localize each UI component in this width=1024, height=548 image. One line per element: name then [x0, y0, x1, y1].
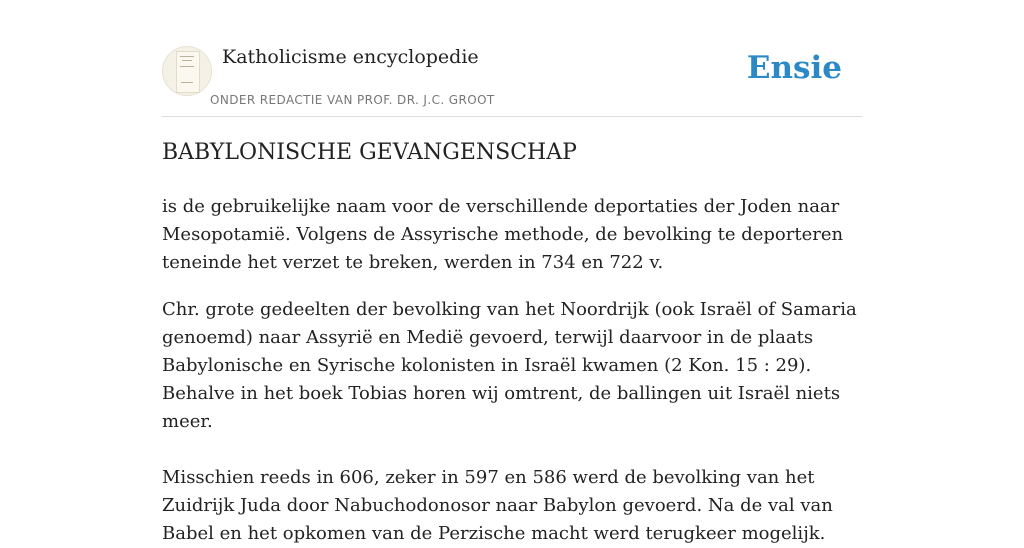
encyclopedia-header	[162, 40, 862, 117]
article-body	[162, 193, 862, 548]
article-paragraph-2: Chr. grote gedeelten der bevolking van het Noordrijk (ook Israël of Samaria genoemd) naar Assyrië en Medië gevoerd, terwijl daarvoor in de plaats Babylonische en Syrische kolonisten in Israël kwamen (2 Kon. 15 : 29). Behalve in het boek Tobias horen wij omtrent, de ballingen uit Israël niets meer.	[162, 299, 857, 432]
article-title: BABYLONISCHE GEVANGENSCHAP	[162, 140, 577, 165]
ensie-logo-link[interactable]: Ensie	[746, 50, 842, 86]
article-paragraph-1: is de gebruikelijke naam voor de verschillende deportaties der Joden naar Mesopotamië. Volgens de Assyrische methode, de bevolking te deporteren teneinde het verzet te breken, werden in 734 en 722 v.	[162, 196, 844, 273]
encyclopedia-title[interactable]: Katholicisme encyclopedie	[222, 46, 479, 68]
book-cover-page	[176, 51, 200, 93]
article-paragraph-3: Misschien reeds in 606, zeker in 597 en 586 werd de bevolking van het Zuidrijk Juda door Nabuchodonosor naar Babylon gevoerd. Na de val van Babel en het opkomen van de Perzische macht werd terugkeer mogelijk.	[162, 467, 833, 544]
encyclopedia-editor: ONDER REDACTIE VAN PROF. DR. J.C. GROOT	[210, 93, 495, 107]
book-cover-icon[interactable]	[162, 46, 212, 96]
